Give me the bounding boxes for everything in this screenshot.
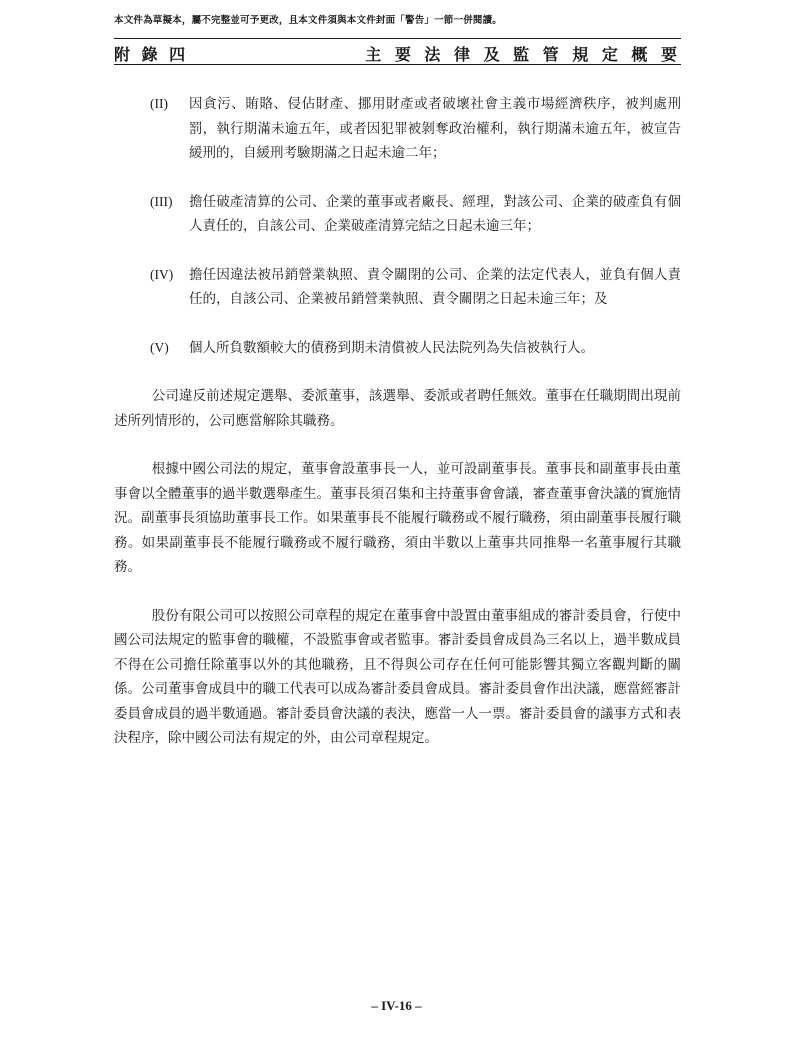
list-item-text: 擔任因違法被吊銷營業執照、責令關閉的公司、企業的法定代表人，並負有個人責任的，自該公司、企業被吊銷營業執照、責令關閉之日起未逾三年；及 [189,266,681,307]
page-number: – IV-16 – [371,998,422,1013]
document-body [114,92,681,775]
list-item [114,336,681,361]
list-item-number: (II) [150,96,168,111]
header-rule-top [114,38,681,39]
list-item-text: 擔任破產清算的公司、企業的董事或者廠長、經理，對該公司、企業的破產負有個人責任的，自該公司、企業破產清算完結之日起未逾三年； [189,193,681,234]
paragraph-disqualification: 公司違反前述規定選舉、委派董事，該選舉、委派或者聘任無效。董事在任職期間出現前述所列情形的，公司應當解除其職務。 [114,388,681,429]
paragraph-chairman: 根據中國公司法的規定，董事會設董事長一人，並可設副董事長。董事長和副董事長由董事會以全體董事的過半數選舉產生。董事長須召集和主持董事會會議，審查董事會決議的實施情況。副董事長須協助董事長工作。如果董事長不能履行職務或不履行職務，須由副董事長履行職務。如果副董事長不能履行職務或不履行職務，須由半數以上董事共同推舉一名董事履行其職務。 [114,461,681,575]
section-title: 主 要 法 律 及 監 管 規 定 概 要 [365,45,681,64]
list-item-text: 個人所負數額較大的債務到期未清償被人民法院列為失信被執行人。 [189,339,594,356]
paragraph-audit-committee: 股份有限公司可以按照公司章程的規定在董事會中設置由董事組成的審計委員會，行使中國公司法規定的監事會的職權，不設監事會或者監事。審計委員會成員為三名以上，過半數成員不得在公司擔任除董事以外的其他職務，且不得與公司存在任何可能影響其獨立客觀判斷的關係。公司董事會成員中的職工代表可以成為審計委員會成員。審計委員會作出決議，應當經審計委員會成員的過半數通過。審計委員會決議的表決，應當一人一票。審計委員會的議事方式和表決程序，除中國公司法有規定的外，由公司章程規定。 [114,607,681,746]
list-item [114,190,681,239]
list-item-text: 因貪污、賄賂、侵佔財產、挪用財產或者破壞社會主義市場經濟秩序，被判處刑罰，執行期滿未逾五年，或者因犯罪被剝奪政治權利，執行期滿未逾五年，被宣告緩刑的，自緩刑考驗期滿之日起未逾二年； [189,96,681,161]
list-item-number: (III) [150,193,173,209]
list-item-number: (IV) [150,266,174,282]
draft-warning-notice: 本文件為草擬本，屬不完整並可予更改，且本文件須與本文件封面「警告」一節一併閱讀。 [114,15,503,26]
list-item [114,92,681,166]
list-item [114,263,681,312]
appendix-label: 附 錄 四 [114,45,189,64]
header-rule-bottom [114,64,681,65]
list-item-number: (V) [150,339,169,355]
